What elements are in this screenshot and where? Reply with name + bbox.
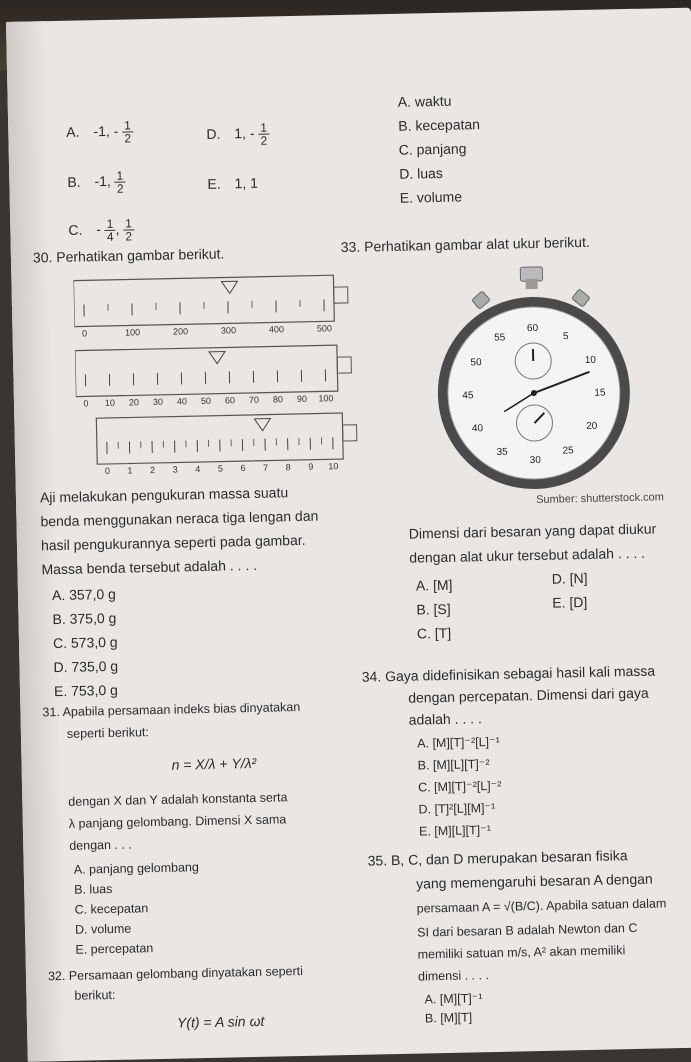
dial-number: 30 (530, 455, 542, 466)
q31-option-c: C. kecepatan (74, 901, 148, 917)
scale-tick-label: 500 (317, 323, 332, 333)
scale-tick-label: 20 (129, 397, 139, 407)
scale-tick-label: 50 (201, 396, 211, 406)
dial-number: 20 (586, 421, 598, 432)
q30-title: 30. Perhatikan gambar berikut. (33, 245, 225, 265)
scale-tick-label: 3 (173, 465, 178, 475)
q-option-a: A. waktu (398, 93, 452, 110)
q35-option-a: A. [M][T]⁻¹ (424, 990, 482, 1006)
dial-number: 5 (563, 331, 569, 342)
q30-option-c: C. 573,0 g (53, 634, 118, 651)
scale-tick-label: 30 (153, 397, 163, 407)
scale-tick-label: 10 (328, 461, 338, 471)
option-e: E. 1, 1 (207, 175, 258, 192)
scale-tick-label: 8 (286, 462, 291, 472)
q31-formula: n = X/λ + Y/λ² (171, 755, 256, 773)
q34-line-2: dengan percepatan. Dimensi dari gaya (408, 685, 649, 706)
scale-tick-label: 200 (173, 326, 188, 336)
scale-tick-label: 100 (125, 327, 140, 337)
q-option-d: D. luas (399, 165, 443, 182)
dial-number: 60 (527, 323, 539, 334)
q-option-b: B. kecepatan (398, 116, 480, 134)
q35-line-5: memiliki satuan m/s, A² akan memiliki (417, 943, 625, 961)
scale-tick-label: 80 (273, 394, 283, 404)
q32-line-1: 32. Persamaan gelombang dinyatakan seperti (48, 964, 303, 983)
q35-line-4: SI dari besaran B adalah Newton dan C (417, 921, 638, 940)
q30-option-a: A. 357,0 g (52, 586, 116, 603)
dial-number: 50 (470, 357, 482, 368)
q33-option-b: B. [S] (416, 601, 451, 618)
q31-option-e: E. percepatan (75, 941, 153, 957)
q34-option-c: C. [M][T]⁻²[L]⁻² (418, 778, 502, 795)
scale-tick-label: 1 (127, 465, 132, 475)
q33-option-c: C. [T] (417, 625, 452, 642)
dial-number: 10 (585, 355, 597, 366)
q30-line-1: Aji melakukan pengukuran massa suatu (40, 484, 289, 505)
q-option-c: C. panjang (399, 140, 467, 157)
dial-number: 35 (496, 447, 508, 458)
scale-tick-label: 0 (83, 398, 88, 408)
scale-tick-label: 90 (297, 394, 307, 404)
option-a: A. -1, - $\frac{1}{2}$ (66, 119, 133, 145)
stopwatch-figure (431, 261, 636, 495)
scale-tick-label: 100 (318, 393, 333, 403)
q35-line-2: yang memengaruhi besaran A dengan (416, 871, 653, 892)
q31-line-2: seperti berikut: (67, 725, 149, 741)
q35-option-b: B. [M][T] (425, 1010, 473, 1025)
q33-title: 33. Perhatikan gambar alat ukur berikut. (341, 234, 590, 255)
q34-option-e: E. [M][L][T]⁻¹ (419, 822, 491, 839)
scale-tick-label: 10 (105, 398, 115, 408)
q30-line-4: Massa benda tersebut adalah . . . . (41, 557, 257, 578)
q31-line-4: λ panjang gelombang. Dimensi X sama (69, 812, 287, 831)
scale-tick-label: 7 (263, 463, 268, 473)
q31-line-3: dengan X dan Y adalah konstanta serta (68, 790, 287, 809)
q-option-e: E. volume (400, 188, 463, 205)
scale-tick-label: 300 (221, 325, 236, 335)
beam-1 (73, 275, 348, 327)
dial-number: 15 (594, 388, 606, 399)
q31-option-a: A. panjang gelombang (74, 860, 199, 877)
dial-number: 25 (562, 445, 574, 456)
image-source: Sumber: shutterstock.com (536, 491, 664, 506)
q31-option-d: D. volume (75, 922, 132, 937)
scale-tick-label: 5 (218, 464, 223, 474)
scale-tick-label: 4 (195, 464, 200, 474)
q35-line-1: 35. B, C, dan D merupakan besaran fisika (367, 847, 627, 868)
q33-option-d: D. [N] (552, 570, 588, 587)
q34-line-1: 34. Gaya didefinisikan sebagai hasil kali massa (362, 663, 656, 685)
scale-tick-label: 400 (269, 324, 284, 334)
q30-line-3: hasil pengukurannya seperti pada gambar. (41, 532, 306, 554)
q32-line-2: berikut: (74, 988, 115, 1003)
q30-option-b: B. 375,0 g (52, 610, 116, 627)
q33-line-2: dengan alat ukur tersebut adalah . . . . (409, 545, 645, 566)
option-b: B. -1, $\frac{1}{2}$ (67, 170, 126, 196)
q31-line-1: 31. Apabila persamaan indeks bias dinyatakan (42, 700, 300, 719)
beam-3 (96, 413, 357, 464)
beam-2 (75, 345, 352, 397)
dial-number: 55 (494, 332, 506, 343)
q34-option-b: B. [M][L][T]⁻² (417, 756, 489, 773)
q30-line-2: benda menggunakan neraca tiga lengan dan (40, 508, 318, 530)
scale-tick-label: 0 (82, 328, 87, 338)
q30-option-e: E. 753,0 g (54, 682, 118, 699)
q31-option-b: B. luas (74, 882, 113, 897)
scale-tick-label: 60 (225, 395, 235, 405)
q35-line-3: persamaan A = √(B/C). Apabila satuan dalam (417, 896, 667, 915)
scale-tick-label: 2 (150, 465, 155, 475)
dial-number: 40 (472, 423, 484, 434)
scale-tick-label: 0 (105, 466, 110, 476)
scale-tick-label: 9 (308, 462, 313, 472)
q33-option-e: E. [D] (552, 594, 587, 611)
textbook-page (6, 8, 691, 1062)
option-d: D. 1, - $\frac{1}{2}$ (206, 122, 269, 148)
q30-option-d: D. 735,0 g (53, 658, 118, 675)
q33-line-1: Dimensi dari besaran yang dapat diukur (409, 520, 657, 541)
q33-option-a: A. [M] (416, 577, 453, 594)
q34-option-a: A. [M][T]⁻²[L]⁻¹ (417, 734, 500, 751)
q35-line-6: dimensi . . . . (418, 968, 489, 983)
scale-tick-label: 6 (240, 463, 245, 473)
option-c: C. - $\frac{1}{4}$ , $\frac{1}{2}$ (68, 217, 134, 243)
scale-tick-label: 40 (177, 396, 187, 406)
q31-line-5: dengan . . . (69, 838, 132, 853)
scale-tick-label: 70 (249, 395, 259, 405)
q32-formula: Y(t) = A sin ωt (177, 1013, 265, 1031)
triple-beam-balance-figure (73, 264, 377, 480)
q34-option-d: D. [T]²[L][M]⁻¹ (418, 800, 495, 817)
q34-line-3: adalah . . . . (409, 710, 482, 728)
dial-number: 45 (462, 390, 474, 401)
